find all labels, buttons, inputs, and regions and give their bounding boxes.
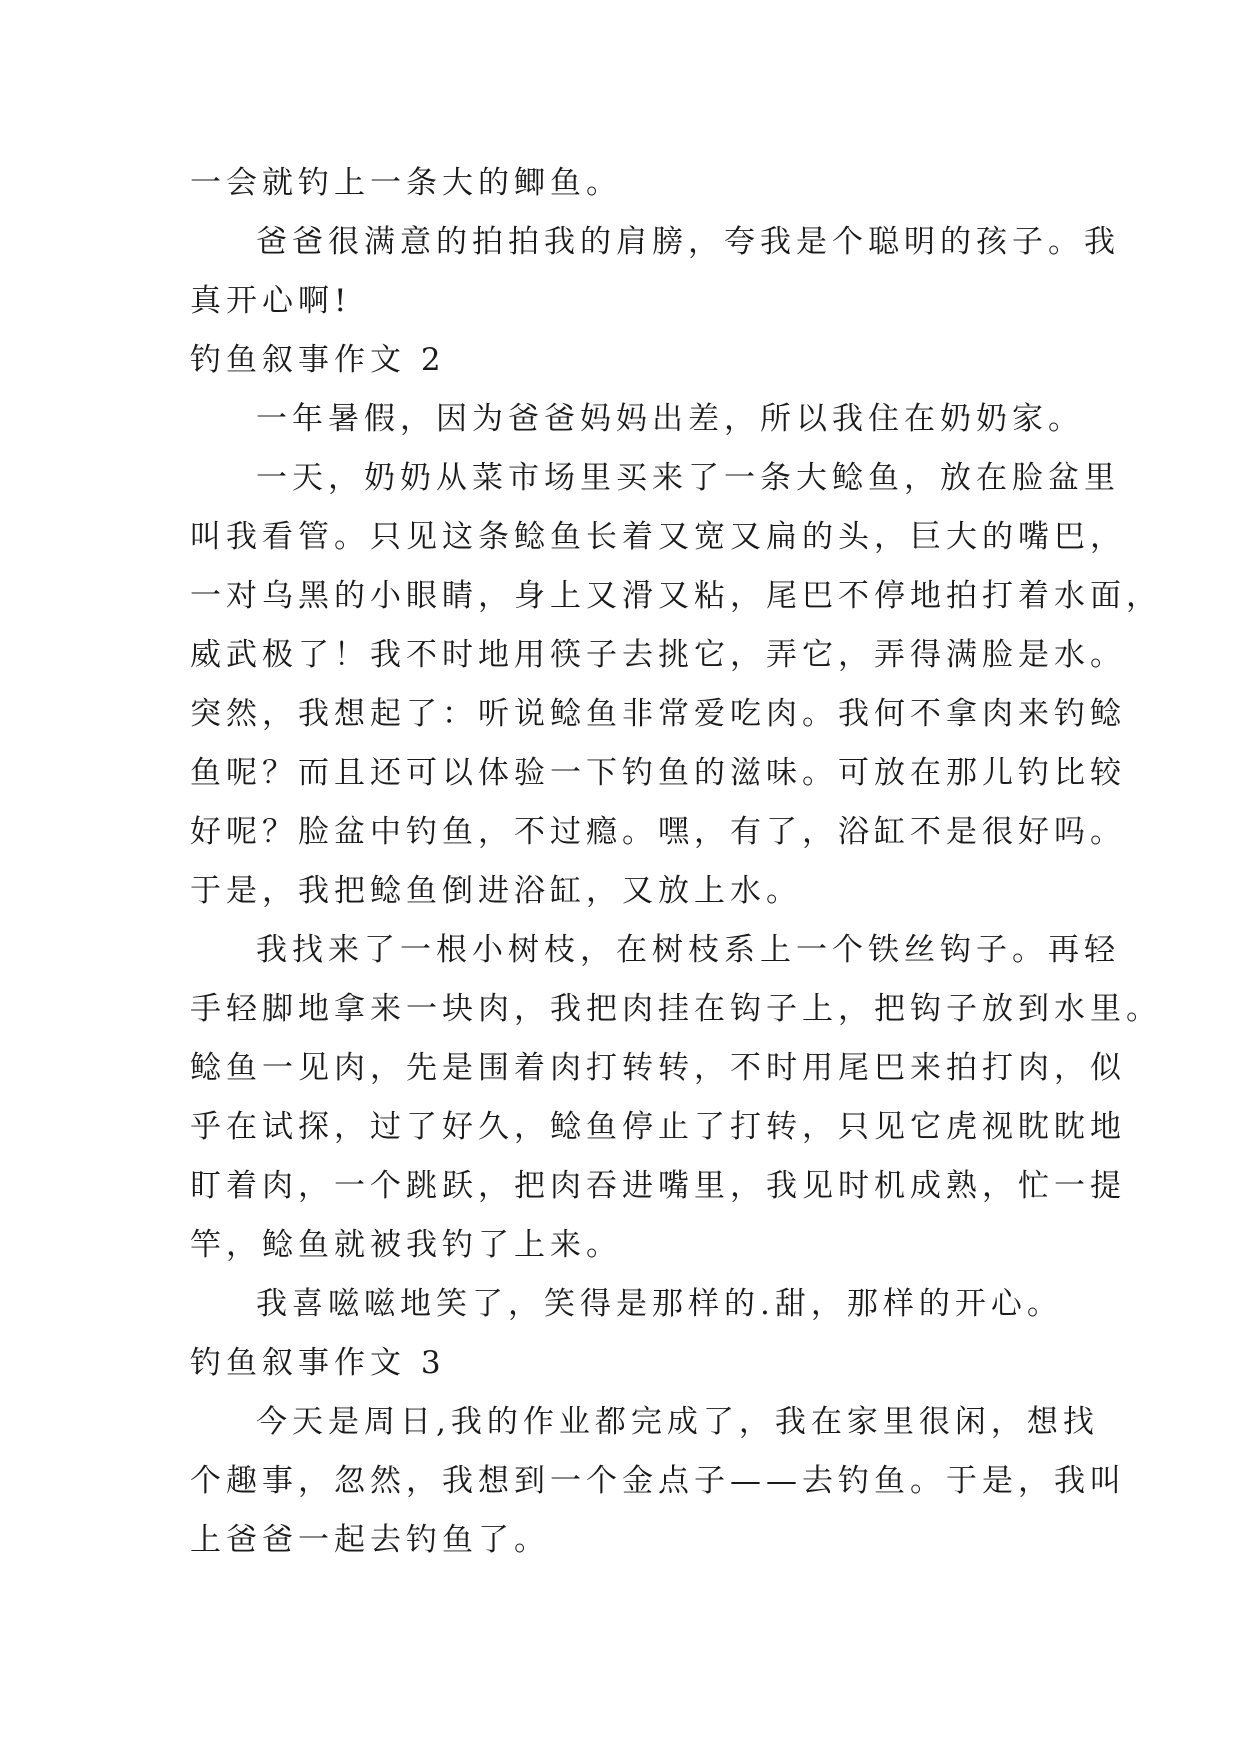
document-body xyxy=(190,154,1162,1570)
section-heading: 钓鱼叙事作文 2 xyxy=(190,342,446,378)
text-line: 真开心啊! xyxy=(190,283,352,319)
text-line: 竿，鲶鱼就被我钓了上来。 xyxy=(190,1227,622,1263)
text-line: 于是，我把鲶鱼倒进浴缸，又放上水。 xyxy=(190,873,802,909)
text-line: 乎在试探，过了好久，鲶鱼停止了打转，只见它虎视眈眈地 xyxy=(190,1109,1126,1145)
text-line: 好呢？脸盆中钓鱼，不过瘾。嘿，有了，浴缸不是很好吗。 xyxy=(190,814,1126,850)
text-line: 突然，我想起了：听说鲶鱼非常爱吃肉。我何不拿肉来钓鲶 xyxy=(190,696,1126,732)
text-line: 一年暑假，因为爸爸妈妈出差，所以我住在奶奶家。 xyxy=(256,401,1084,437)
text-line: 上爸爸一起去钓鱼了。 xyxy=(190,1522,550,1558)
text-line: 一会就钓上一条大的鲫鱼。 xyxy=(190,165,622,201)
text-line: 个趣事，忽然，我想到一个金点子——去钓鱼。于是，我叫 xyxy=(190,1463,1126,1499)
text-line: 鱼呢？而且还可以体验一下钓鱼的滋味。可放在那儿钓比较 xyxy=(190,755,1126,791)
text-line: 盯着肉，一个跳跃，把肉吞进嘴里，我见时机成熟，忙一提 xyxy=(190,1168,1126,1204)
text-line: 叫我看管。只见这条鲶鱼长着又宽又扁的头，巨大的嘴巴， xyxy=(190,519,1126,555)
text-line: 手轻脚地拿来一块肉，我把肉挂在钩子上，把钩子放到水里。 xyxy=(190,991,1162,1027)
text-line: 我找来了一根小树枝，在树枝系上一个铁丝钩子。再轻 xyxy=(256,932,1120,968)
section-heading: 钓鱼叙事作文 3 xyxy=(190,1345,446,1381)
text-line: 爸爸很满意的拍拍我的肩膀，夸我是个聪明的孩子。我 xyxy=(256,224,1120,260)
text-line: 我喜嗞嗞地笑了，笑得是那样的.甜，那样的开心。 xyxy=(256,1286,1063,1322)
text-line: 威武极了！我不时地用筷子去挑它，弄它，弄得满脸是水。 xyxy=(190,637,1126,673)
text-line: 一天，奶奶从菜市场里买来了一条大鲶鱼，放在脸盆里 xyxy=(256,460,1120,496)
text-line: 今天是周日,我的作业都完成了，我在家里很闲，想找 xyxy=(256,1404,1099,1440)
text-line: 鲶鱼一见肉，先是围着肉打转转，不时用尾巴来拍打肉，似 xyxy=(190,1050,1126,1086)
text-line: 一对乌黑的小眼睛，身上又滑又粘，尾巴不停地拍打着水面， xyxy=(190,578,1162,614)
